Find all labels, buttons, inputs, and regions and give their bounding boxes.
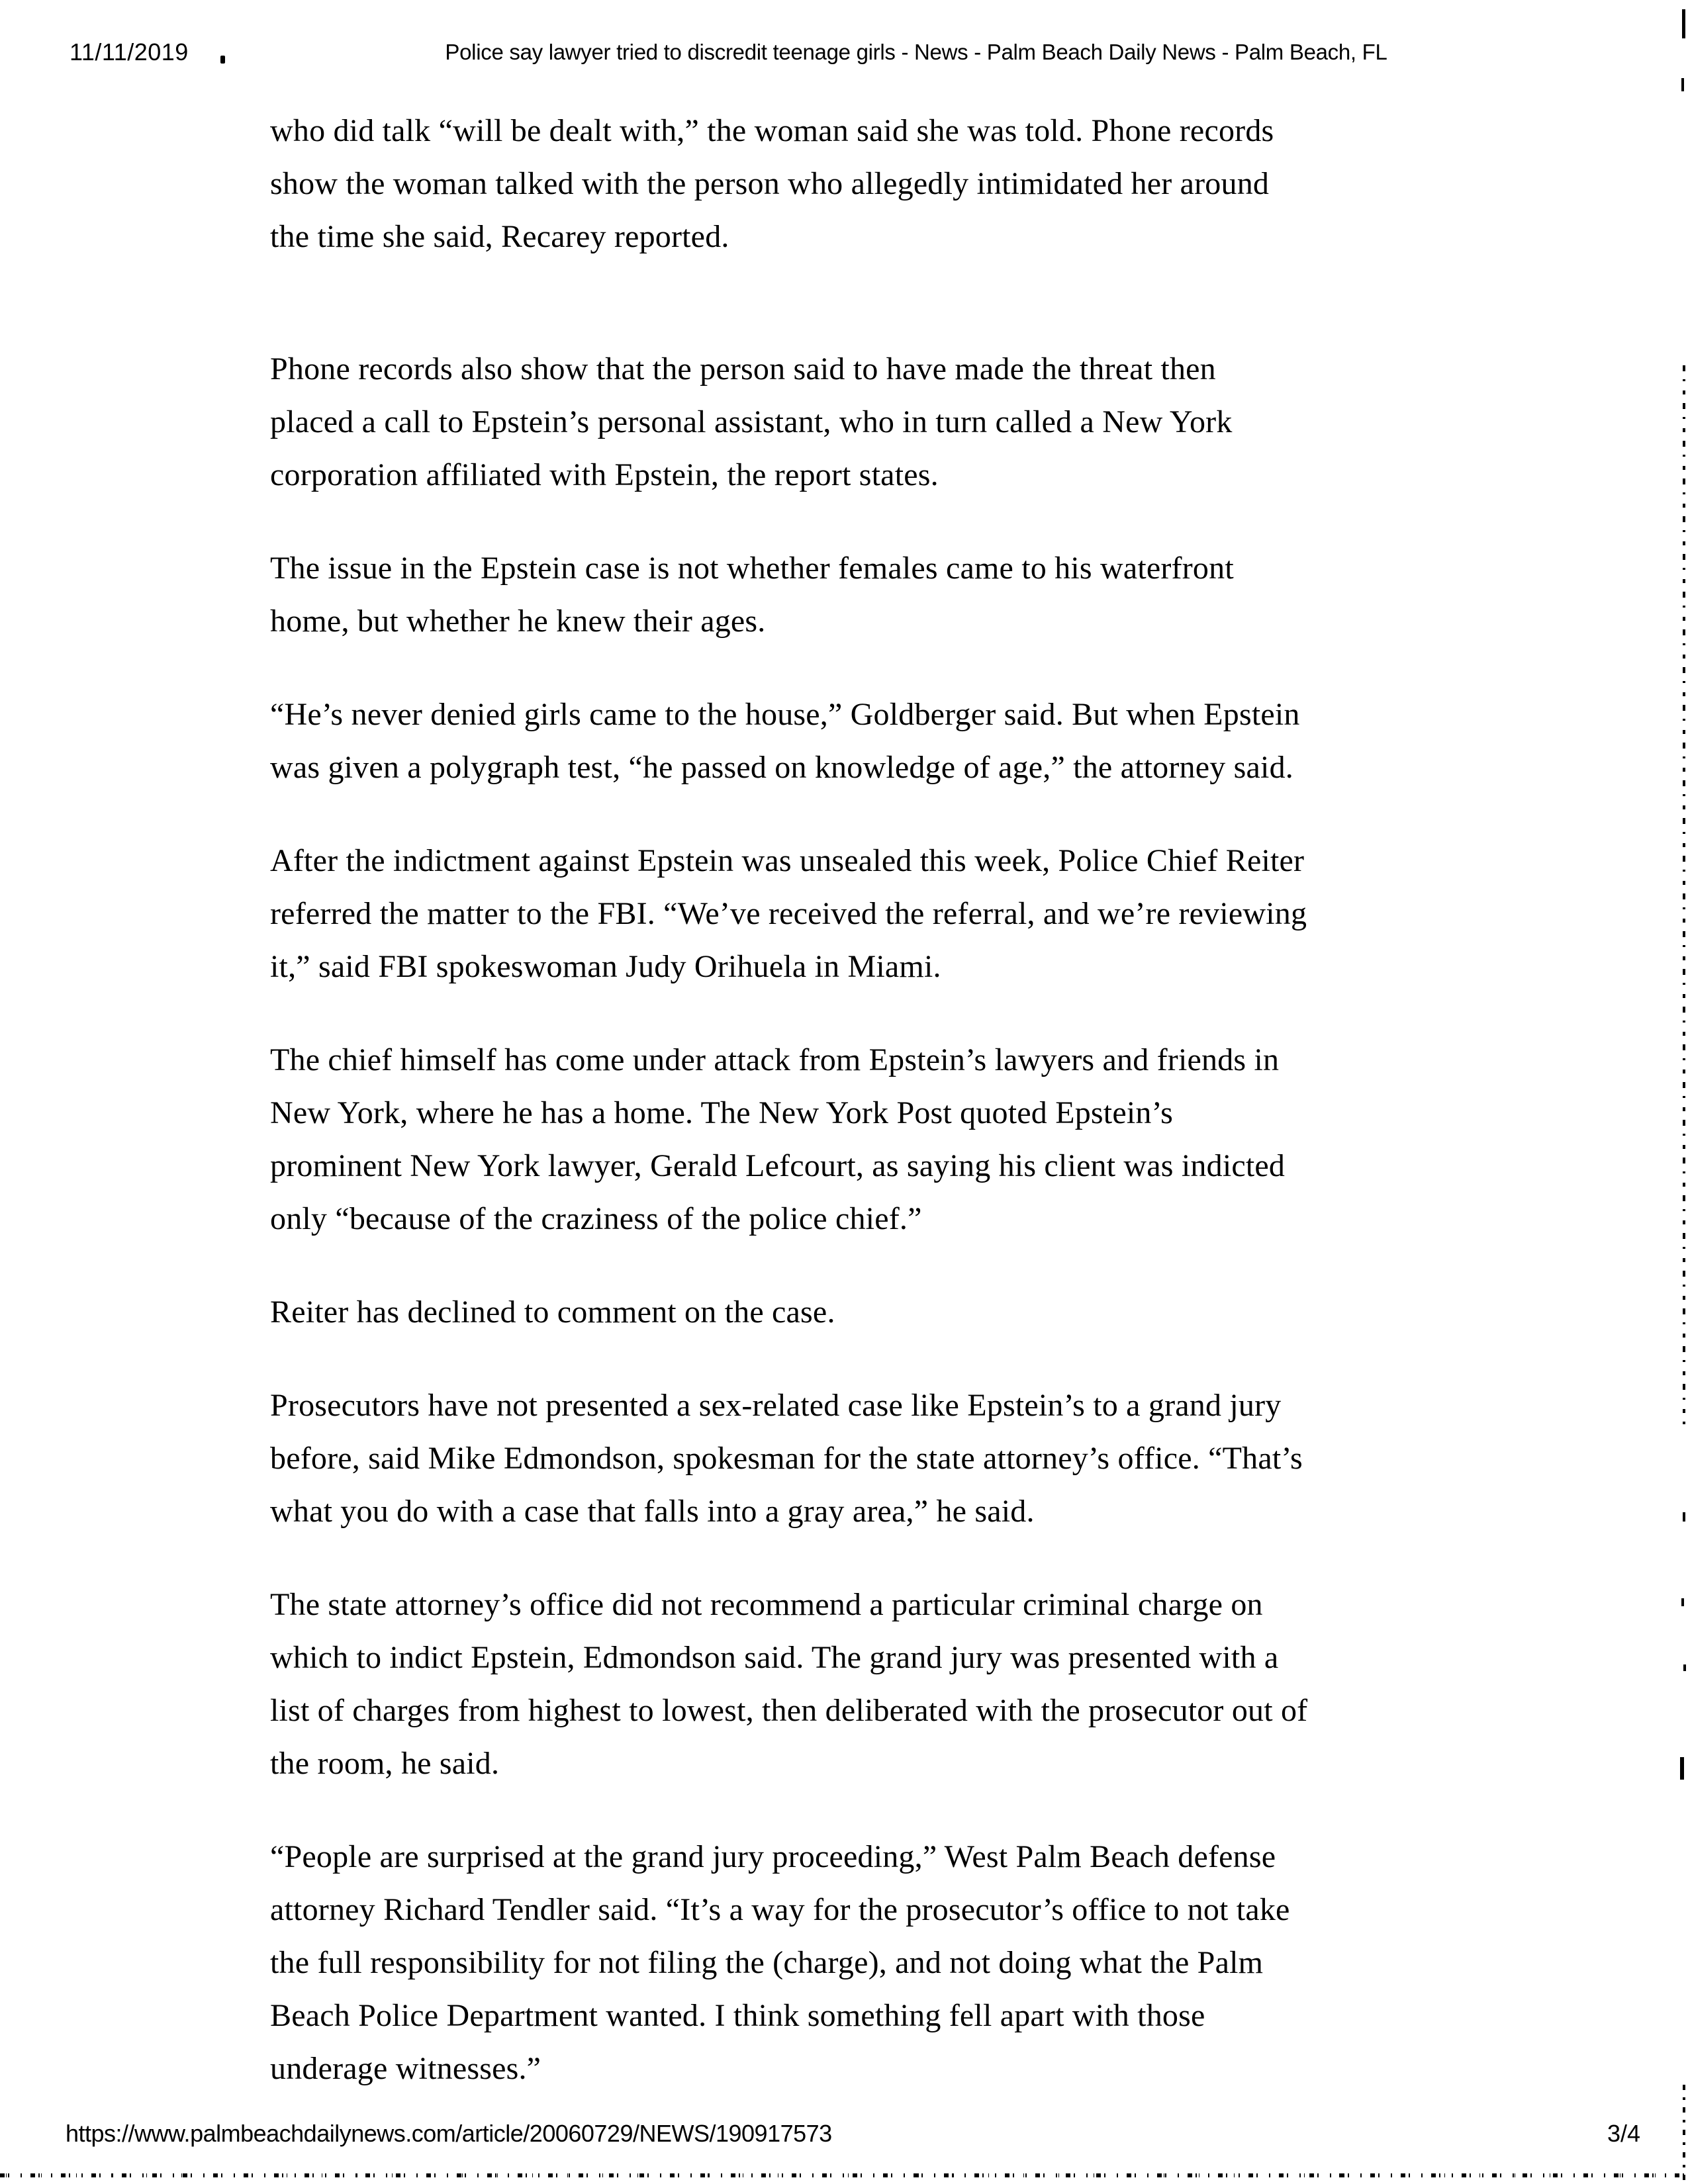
article-paragraph	[270, 105, 1475, 263]
article-paragraph	[270, 688, 1475, 794]
article-paragraph	[270, 1286, 1475, 1339]
print-header	[0, 38, 1688, 71]
text-line: home, but whether he knew their ages.	[270, 604, 766, 639]
text-line: attorney Richard Tendler said. “It’s a way for the prosecutor’s office to not take	[270, 1892, 1290, 1927]
text-line: what you do with a case that falls into a gray area,” he said.	[270, 1494, 1035, 1529]
scan-speck	[220, 56, 225, 64]
text-line: the room, he said.	[270, 1746, 500, 1781]
article-body	[270, 105, 1475, 2136]
scan-artifact-bottom-edge	[0, 2173, 1688, 2177]
text-line: only “because of the craziness of the police chief.”	[270, 1201, 922, 1236]
text-line: Phone records also show that the person said to have made the threat then	[270, 351, 1216, 387]
text-line: “People are surprised at the grand jury proceeding,” West Palm Beach defense	[270, 1839, 1276, 1874]
scan-speck	[1683, 1664, 1686, 1671]
text-line: placed a call to Epstein’s personal assistant, who in turn called a New York	[270, 404, 1233, 439]
text-line: The chief himself has come under attack from Epstein’s lawyers and friends in	[270, 1042, 1280, 1077]
text-line: was given a polygraph test, “he passed on knowledge of age,” the attorney said.	[270, 750, 1293, 785]
text-line: The issue in the Epstein case is not whether females came to his waterfront	[270, 551, 1234, 586]
scan-artifact-top-right-bar	[1682, 9, 1685, 38]
scan-speck	[1681, 1598, 1684, 1606]
article-paragraph	[270, 835, 1475, 993]
scan-speck	[1683, 1512, 1685, 1522]
text-line: Reiter has declined to comment on the case.	[270, 1295, 835, 1330]
text-line: the time she said, Recarey reported.	[270, 219, 729, 254]
text-line: prominent New York lawyer, Gerald Lefcourt, as saying his client was indicted	[270, 1148, 1286, 1183]
article-paragraph	[270, 1379, 1475, 1538]
text-line: which to indict Epstein, Edmondson said. The grand jury was presented with a	[270, 1640, 1279, 1675]
print-url: https://www.palmbeachdailynews.com/article/20060729/NEWS/190917573	[66, 2120, 832, 2147]
text-line: Beach Police Department wanted. I think something fell apart with those	[270, 1998, 1205, 2033]
text-line: New York, where he has a home. The New York Post quoted Epstein’s	[270, 1095, 1173, 1130]
print-date: 11/11/2019	[70, 38, 189, 66]
article-paragraph	[270, 1831, 1475, 2095]
text-line: underage witnesses.”	[270, 2051, 541, 2086]
print-title: Police say lawyer tried to discredit teenage girls - News - Palm Beach Daily News - Palm Beach, FL	[445, 40, 1387, 64]
text-line: show the woman talked with the person who allegedly intimidated her around	[270, 166, 1270, 201]
article-paragraph	[270, 542, 1475, 648]
print-footer	[0, 2120, 1688, 2152]
text-line: the full responsibility for not filing the (charge), and not doing what the Palm	[270, 1945, 1264, 1980]
scan-speck	[1680, 1757, 1684, 1780]
article-paragraph	[270, 1578, 1475, 1790]
text-line: The state attorney’s office did not recommend a particular criminal charge on	[270, 1587, 1263, 1622]
text-line: After the indictment against Epstein was unsealed this week, Police Chief Reiter	[270, 843, 1305, 878]
text-line: list of charges from highest to lowest, then deliberated with the prosecutor out of	[270, 1693, 1308, 1728]
article-paragraph	[270, 343, 1475, 502]
scan-artifact-top-right-dash	[1681, 78, 1684, 91]
article-paragraph	[270, 1034, 1475, 1246]
text-line: referred the matter to the FBI. “We’ve received the referral, and we’re reviewing	[270, 896, 1307, 931]
text-line: before, said Mike Edmondson, spokesman for the state attorney’s office. “That’s	[270, 1441, 1303, 1476]
text-line: Prosecutors have not presented a sex-related case like Epstein’s to a grand jury	[270, 1388, 1282, 1423]
scan-artifact-right-noise	[1683, 2085, 1685, 2184]
page-number: 3/4	[1607, 2120, 1640, 2147]
text-line: corporation affiliated with Epstein, the report states.	[270, 457, 939, 492]
text-line: it,” said FBI spokeswoman Judy Orihuela in Miami.	[270, 949, 941, 984]
scan-artifact-right-noise	[1683, 365, 1685, 1424]
text-line: who did talk “will be dealt with,” the woman said she was told. Phone records	[270, 113, 1274, 148]
text-line: “He’s never denied girls came to the house,” Goldberger said. But when Epstein	[270, 697, 1300, 732]
